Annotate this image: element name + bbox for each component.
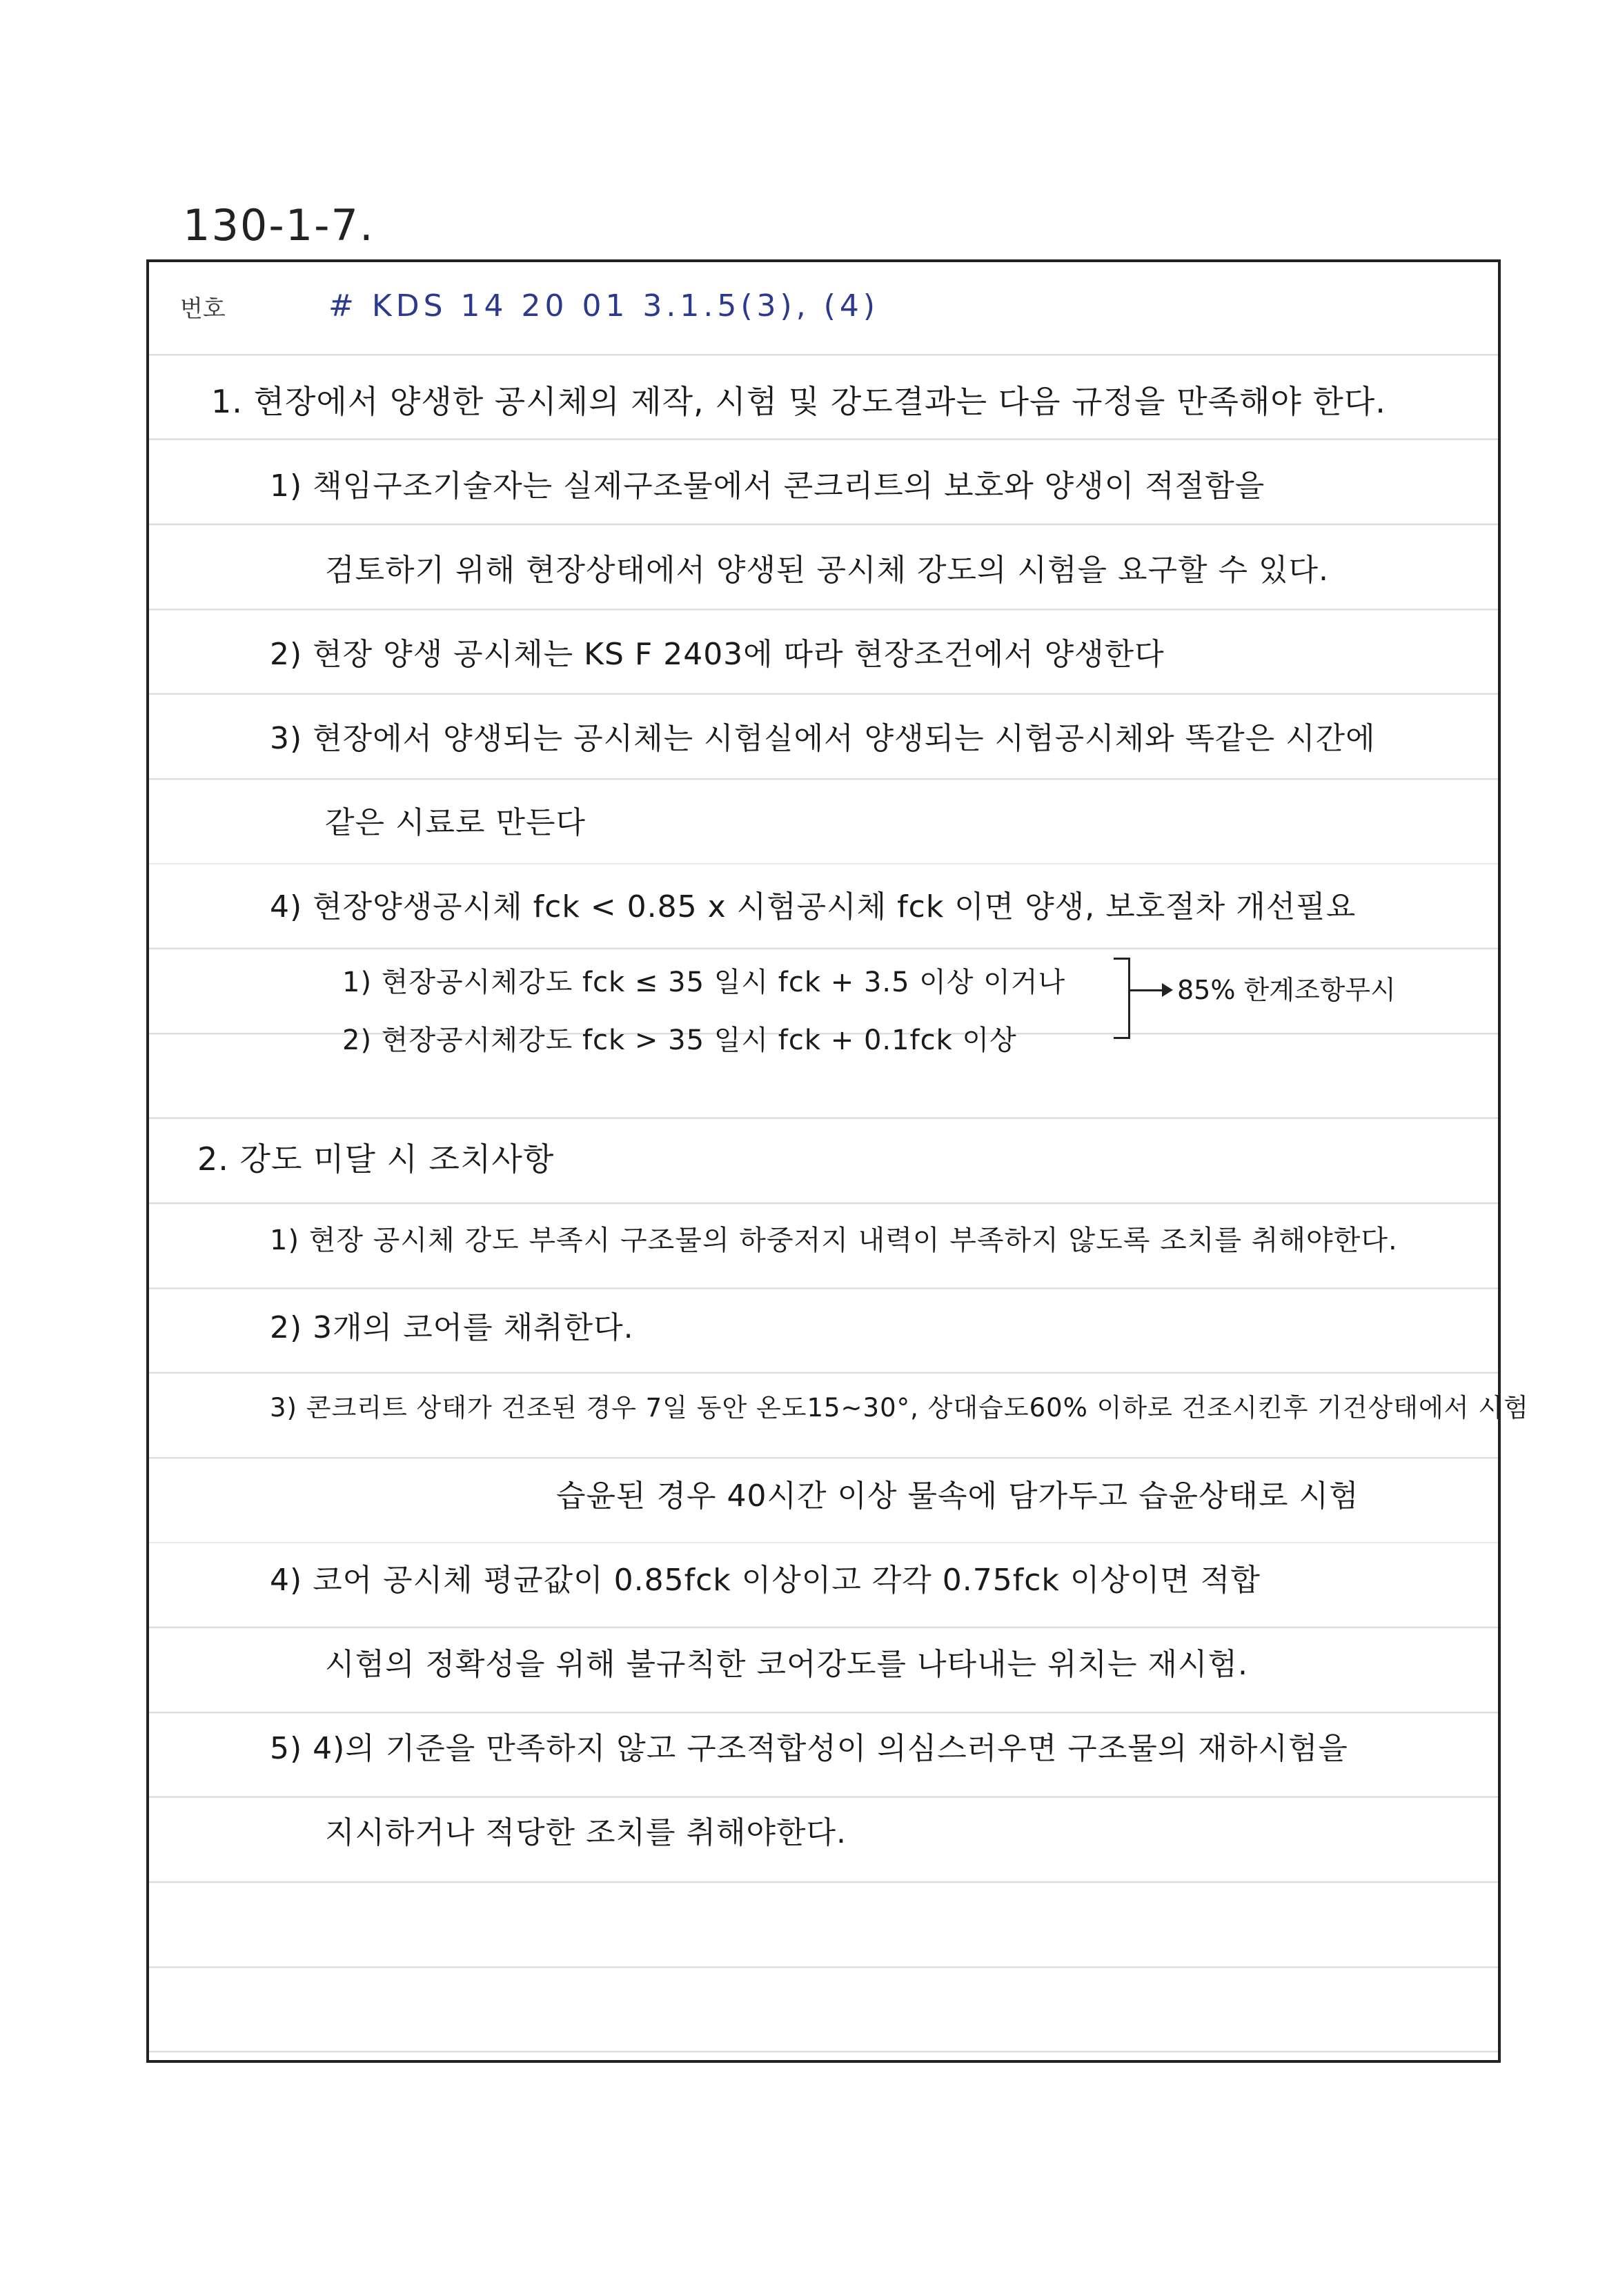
item-1-3-line-2: 같은 시료로 만든다 [325,805,586,840]
item-2-3-line-1: 3) 콘크리트 상태가 건조된 경우 7일 동안 온도15~30°, 상대습도60% 이하로 건조시킨후 기건상태에서 시험 [270,1393,1529,1423]
item-1-4-case-2: 2) 현장공시체강도 fck > 35 일시 fck + 0.1fck 이상 [342,1025,1017,1056]
item-2-5-line-1: 5) 4)의 기준을 만족하지 않고 구조적합성이 의심스러우면 구조물의 재하시험을 [270,1731,1348,1766]
note-sheet [146,259,1529,2063]
item-2-5-line-2: 지시하거나 적당한 조치를 취해야한다. [325,1815,847,1850]
item-1-2: 2) 현장 양생 공시체는 KS F 2403에 따라 현장조건에서 양생한다 [270,637,1165,672]
item-1-1-line-1: 1) 책임구조기술자는 실제구조물에서 콘크리트의 보호와 양생이 적절함을 [270,468,1265,504]
bracket-note: 85% 한계조항무시 [1177,975,1396,1005]
code-reference: # KDS 14 20 01 3.1.5(3), (4) [328,288,880,324]
item-1-4: 4) 현장양생공시체 fck < 0.85 x 시험공시체 fck 이면 양생, 보호절차 개선필요 [270,889,1357,924]
item-2-3-line-2: 습윤된 경우 40시간 이상 물속에 담가두고 습윤상태로 시험 [556,1478,1359,1514]
item-2-4-line-2: 시험의 정확성을 위해 불규칙한 코어강도를 나타내는 위치는 재시험. [325,1647,1248,1682]
item-2-2: 2) 3개의 코어를 채취한다. [270,1310,634,1345]
item-2-4-line-1: 4) 코어 공시체 평균값이 0.85fck 이상이고 각각 0.75fck 이상이면 적합 [270,1563,1261,1598]
number-label: 번호 [180,295,226,323]
section-1-heading: 1. 현장에서 양생한 공시체의 제작, 시험 및 강도결과는 다음 규정을 만족해야 한다. [211,383,1386,420]
item-1-1-line-2: 검토하기 위해 현장상태에서 양생된 공시체 강도의 시험을 요구할 수 있다. [325,553,1329,588]
item-1-4-case-1: 1) 현장공시체강도 fck ≤ 35 일시 fck + 3.5 이상 이거나 [342,967,1066,998]
case-bracket [1114,958,1130,1039]
page-number: 130-1-7. [183,200,375,250]
arrow-right-icon [1130,989,1170,991]
item-1-3-line-1: 3) 현장에서 양생되는 공시체는 시험실에서 양생되는 시험공시체와 똑같은 시간에 [270,721,1376,756]
section-2-heading: 2. 강도 미달 시 조치사항 [197,1140,555,1178]
item-2-1: 1) 현장 공시체 강도 부족시 구조물의 하중저지 내력이 부족하지 않도록 조치를 취해야한다. [270,1225,1398,1256]
